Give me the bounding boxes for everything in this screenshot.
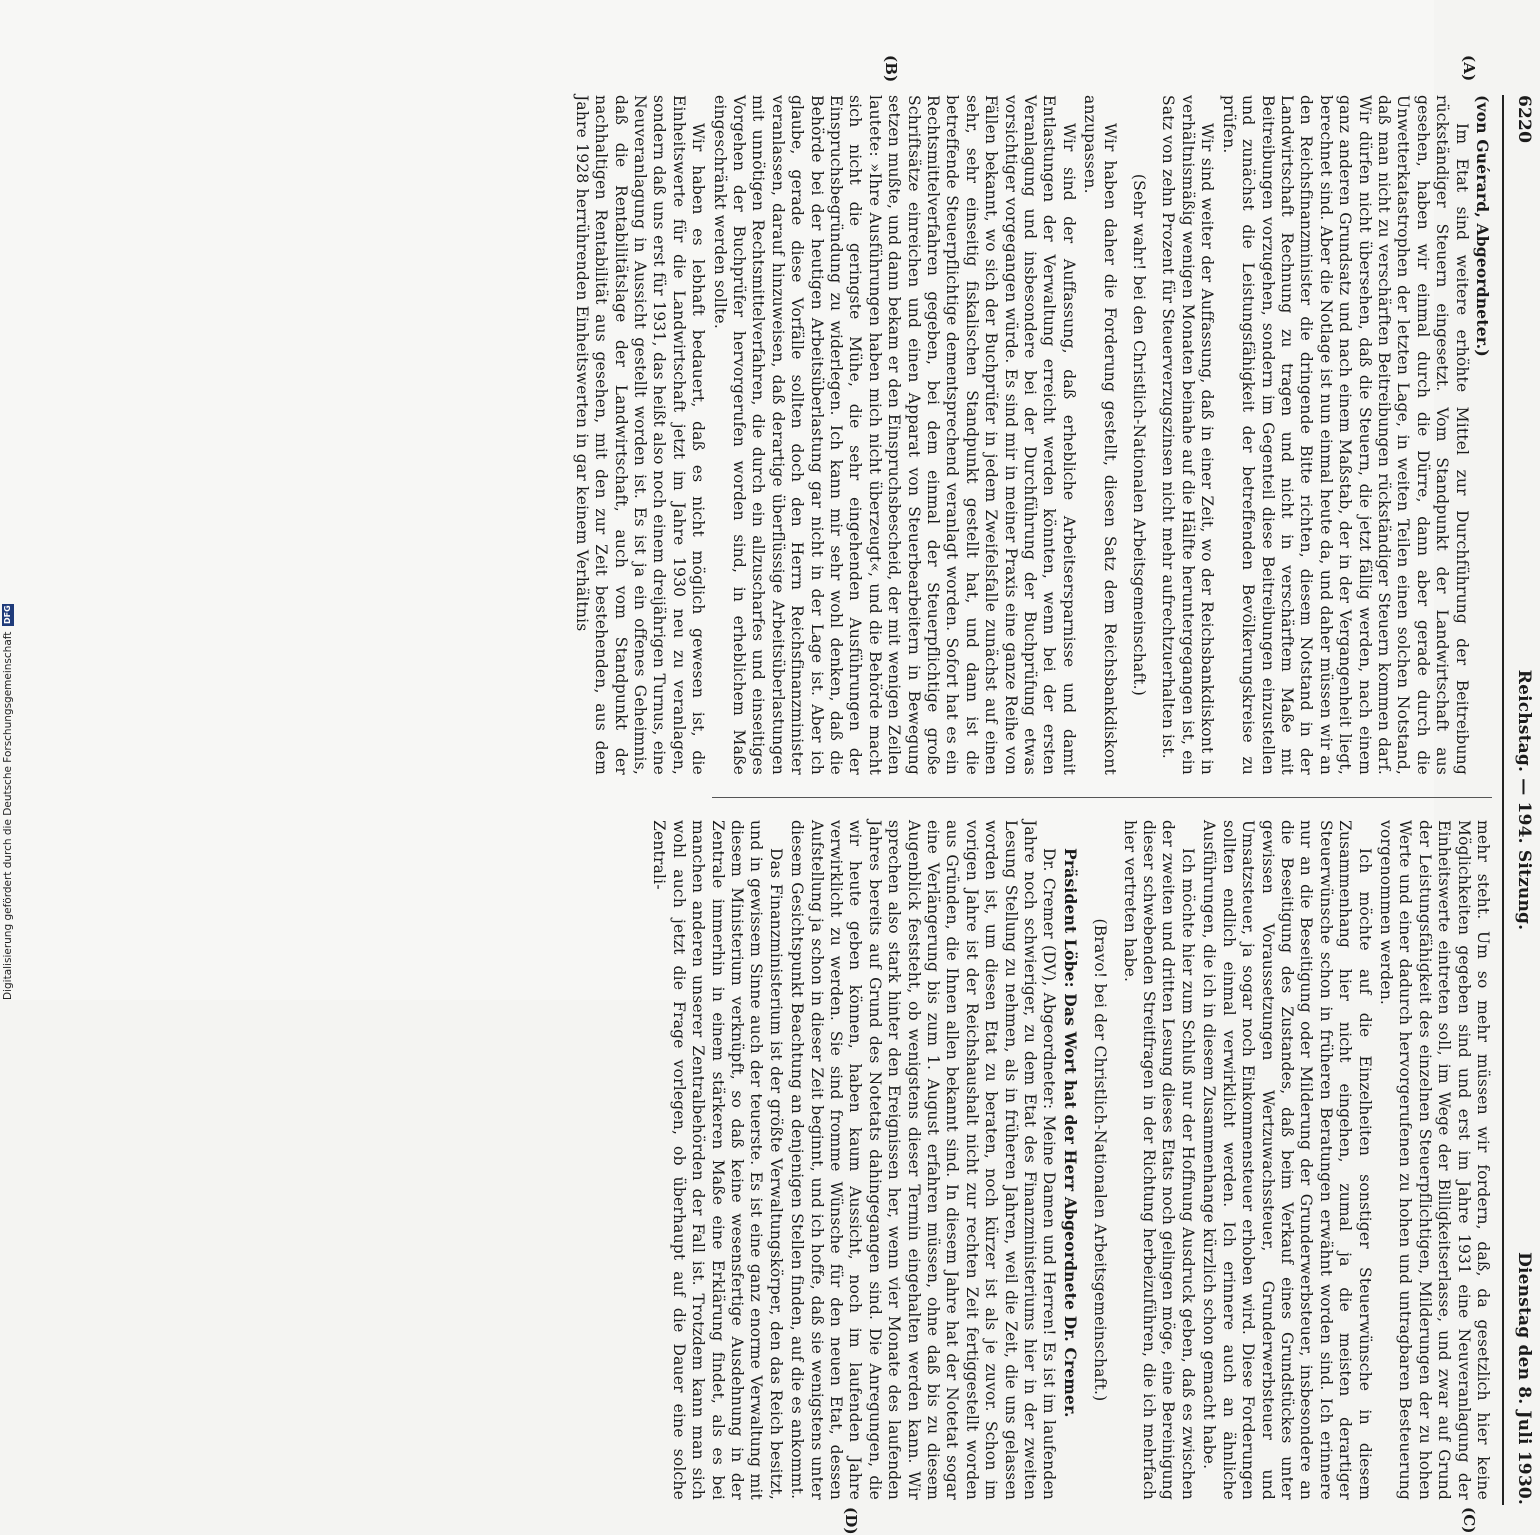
rotated-sheet	[130, 55, 1540, 1535]
margin-mark-c: (C)	[1460, 1507, 1478, 1534]
paragraph: Wir sind der Auffassung, daß erhebliche Arbeitsersparnisse und damit Entlastungen der Verwaltung erreicht werden könnten, wenn bei der ersten Veranlagung und insbesondere bei der Durchführung der Buchprüfung etwas vorsichtiger vorgegangen würde. Es sind mir in meiner Praxis eine ganze Reihe von Fällen bekannt, wo sich der Buchprüfer in jedem Zweifelsfalle zunächst auf einen sehr, sehr einseitig fiskalischen Standpunkt gestellt hat, und dann ist die betreffende Steuerpflichtige dementsprechend veranlagt worden. Sofort hat es ein Rechtsmittelverfahren gegeben, bei dem einmal der Steuerpflichtige große Schriftsätze einreichen und einen Apparat von Steuerbearbeitern in Bewegung setzen mußte, und dann bekam er den Einspruchsbescheid, der mit wenigen Zeilen lautete: »Ihre Ausführungen haben mich nicht überzeugt«, und die Behörde macht sich nicht die geringste Mühe, die sehr eingehenden Ausführungen der Einspruchsbegründung zu widerlegen. Ich kann mir sehr wohl denken, daß die Behörde bei der heutigen Arbeitsüberlastung gar nicht in der Lage ist. Aber ich glaube, gerade diese Vorfälle sollten doch den Herrn Reichsfinanzminister veranlassen, darauf hinzuweisen, daß derartige überflüssige Arbeitsüberlastungen mit unnötigen Rechtsmittelverfahren, die durch ein allzuscharfes und einseitiges Vorgehen der Buchprüfer hervorgerufen worden sind, in erheblichem Maße eingeschränkt werden sollte.	[710, 95, 1078, 775]
page-number: 6220	[1513, 95, 1534, 144]
paragraph: Wir haben daher die Forderung gestellt, diesen Satz dem Reichsbankdiskont anzupassen.	[1081, 95, 1119, 775]
page-title: Reichstag. — 194. Sitzung.	[1513, 669, 1534, 931]
margin-mark-b: (B)	[882, 55, 900, 83]
president-line: Präsident Löbe: Das Wort hat der Herr Abgeordnete Dr. Cremer.	[1060, 848, 1080, 1418]
right-column	[650, 820, 1492, 1500]
dfg-logo-icon: DFG	[3, 605, 12, 624]
left-column	[572, 95, 1492, 775]
digitization-credit	[2, 600, 14, 1000]
interjection: (Bravo! bei der Christlich-Nationalen Arbeitsgemeinschaft.)	[1091, 918, 1110, 1402]
paragraph: Im Etat sind weitere erhöhte Mittel zur Durchführung der Beitreibung rückständiger Steuern eingesetzt. Vom Standpunkt der Landwirtschaft aus gesehen, haben wir einmal durch die Dürre, dann aber gerade durch die Unwetterkatastrophen der letzten Lage, in weiten Teilen einen solchen Notstand, daß man nicht zu verschärften Beitreibungen rückständiger Steuern kommen darf. Wir dürfen nicht übersehen, daß die Steuern, die jetzt fällig werden, nach einem ganz anderen Grundsatz und nach einem Maßstab, der in der Vergangenheit liegt, berechnet sind. Aber die Notlage ist nun einmal heute da, und daher müssen wir an den Reichsfinanzminister die dringende Bitte richten, diesem Notstand in der Landwirtschaft Rechnung zu tragen und nicht in verschärftem Maße mit Beitreibungen vorzugehen, sondern im Gegenteil diese Beitreibungen einzustellen und zunächst die Leistungsfähigkeit der betreffenden Bevölkerungskreise zu prüfen.	[1219, 95, 1471, 775]
page-header	[1506, 95, 1540, 1505]
session-date: Dienstag den 8. Juli 1930.	[1513, 1252, 1534, 1505]
paragraph: Dr. Cremer (DV), Abgeordneter: Meine Damen und Herren! Es ist im laufenden Jahre noch schwieriger, zu dem Etat des Finanzministeriums hier in der zweiten Lesung Stellung zu nehmen, als in früheren Jahren, weil die Zeit, die uns gelassen worden ist, um diesen Etat zu beraten, noch kürzer ist als je zuvor. Schon im vorigen Jahre ist der Reichshaushalt nicht zur rechten Zeit fertiggestellt worden aus Gründen, die Ihnen allen bekannt sind. In diesem Jahre hat der Notetat sogar eine Verlängerung bis zum 1. August erfahren müssen, ohne daß bis zu diesem Augenblick feststeht, ob wenigstens dieser Termin eingehalten werden kann. Wir sprechen also stark hinter den Ereignissen her, wenn vier Monate des laufenden Jahres bereits auf Grund des Notetats dahingegangen sind. Die Anregungen, die wir heute geben können, haben kaum Aussicht, noch im laufenden Jahre verwirklicht zu werden. Sie sind fromme Wünsche für den neuen Etat, dessen Aufstellung ja schon in dieser Zeit beginnt, und ich hoffe, daß sie wenigstens unter diesem Gesichtspunkt Beachtung an denjenigen Stellen finden, auf die es ankommt.	[788, 820, 1059, 1500]
margin-mark-a: (A)	[1460, 55, 1478, 82]
margin-mark-d: (D)	[842, 1507, 860, 1535]
credit-text: Digitalisierung gefördert durch die Deutsche Forschungsgemeinschaft	[2, 631, 14, 1000]
paragraph: Wir haben es lebhaft bedauert, daß es nicht möglich gewesen ist, die Einheitswerte für die Landwirtschaft jetzt im Jahre 1930 neu zu veranlagen, sondern daß uns erst für 1931, das heißt also noch einem dreijährigen Turnus, eine Neuveranlagung in Aussicht gestellt worden ist. Es ist ja ein offenes Geheimnis, daß die Rentabilitätslage der Landwirtschaft, auch vom Standpunkt der nachhaltigen Rentabilität aus gesehen, mit den zur Zeit bestehenden, aus dem Jahre 1928 herrührenden Einheitswerten in gar keinem Verhältnis	[572, 95, 708, 775]
speaker-line: (von Guérard, Abgeordneter.)	[1473, 95, 1492, 357]
column-divider	[712, 797, 1492, 798]
interjection: (Sehr wahr! bei den Christlich-Nationalen Arbeitsgemeinschaft.)	[1130, 173, 1149, 697]
paragraph: Wir sind weiter der Auffassung, daß in einer Zeit, wo der Reichsbankdiskont in verhältnismäßig wenigen Monaten beinahe auf die Hälfte heruntergegangen ist, ein Satz von zehn Prozent für Steuerverzugszinsen nicht mehr aufrechtzuerhalten ist.	[1159, 95, 1217, 775]
paragraph: Ich möchte hier zum Schluß nur der Hoffnung Ausdruck geben, daß es zwischen der zweiten und dritten Lesung dieses Etats noch gelingen möge, eine Bereinigung dieser schwebenden Streitfragen in der Richtung herbeizuführen, die ich mehrfach hier vertreten habe.	[1120, 820, 1197, 1500]
paragraph: mehr steht. Um so mehr müssen wir fordern, daß, da gesetzlich hier keine Möglichkeiten gegeben sind und erst im Jahre 1931 eine Neuveranlagung der Einheitswerte eintreten soll, im Wege der Billigkeitserlasse, und zwar auf Grund der Leistungsfähigkeit des einzelnen Steuerpflichtigen, Milderungen der zu hohen Werte und einer dadurch hervorgerufenen zu hohen und untragbaren Besteuerung vorgenommen werden.	[1376, 820, 1492, 1500]
header-rule	[1502, 95, 1504, 1505]
paragraph: Ich möchte auf die Einzelheiten sonstiger Steuerwünsche in diesem Zusammenhang hier nicht eingehen, zumal ja die meisten derartiger Steuerwünsche schon in früheren Beratungen erwähnt worden sind. Ich erinnere nur an die Beseitigung oder Milderung der Grunderwerbsteuer, insbesondere an die Beseitigung des Zustandes, daß beim Verkauf eines Grundstückes unter gewissen Voraussetzungen Wertzuwachssteuer, Grunderwerbsteuer und Umsatzsteuer, ja sogar noch Einkommensteuer erhoben wird. Diese Forderungen sollten endlich einmal verwirklicht werden. Ich erinnere auch an ähnliche Ausführungen, die ich in diesem Zusammenhange kürzlich schon gemacht habe.	[1200, 820, 1374, 1500]
paragraph: Das Finanzministerium ist der größte Verwaltungskörper, den das Reich besitzt, und in gewissem Sinne auch der teuerste. Es ist eine ganz enorme Verwaltung mit diesem Ministerium verknüpft, so daß keine wesensfertige Ausdehnung in der Zentrale immerhin in einem stärkeren Maße eine Erklärung findet, als es bei manchen anderen unserer Zentralbehörden der Fall ist. Trotzdem kann man sich wohl auch jetzt die Frage vorlegen, ob überhaupt auf die Dauer eine solche Zentrali-	[650, 820, 785, 1500]
